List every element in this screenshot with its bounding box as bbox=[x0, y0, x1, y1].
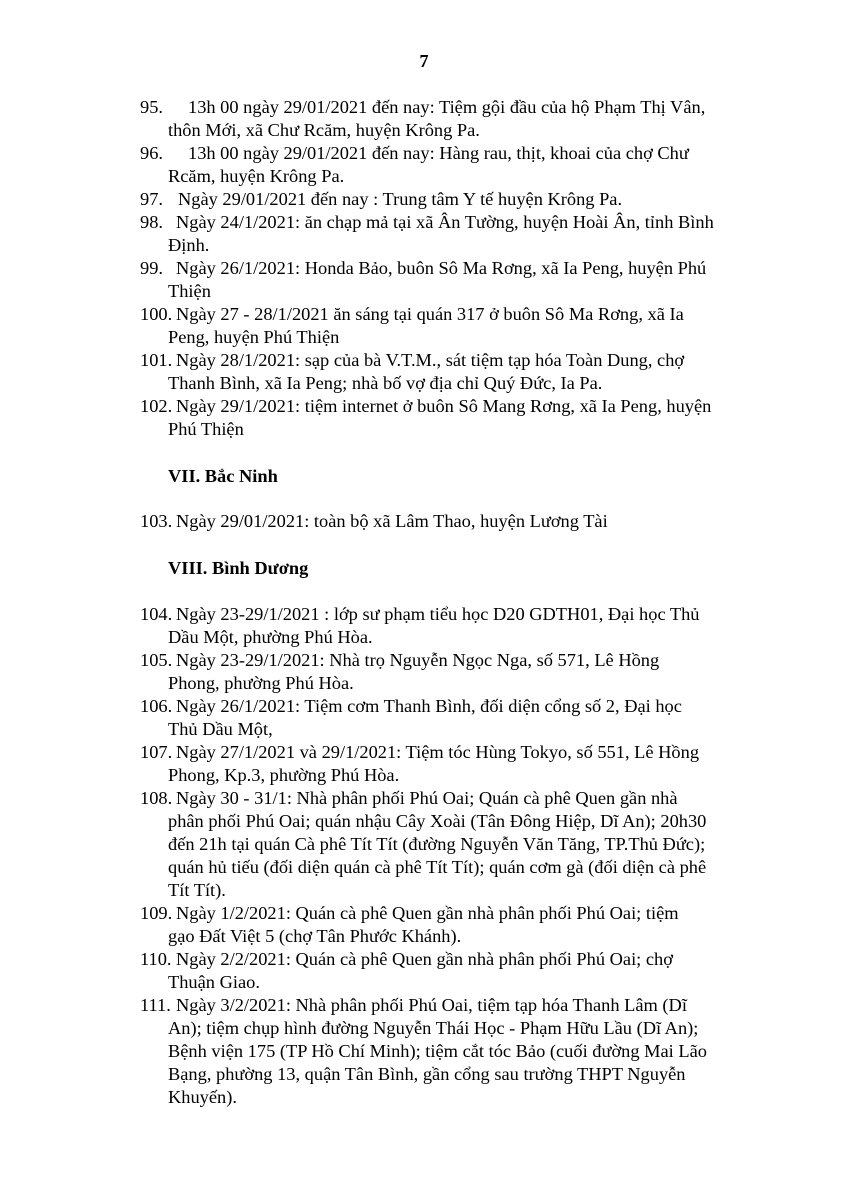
item-number: 95. bbox=[140, 97, 163, 117]
list-item-103 bbox=[140, 510, 780, 533]
item-line: đến 21h tại quán Cà phê Tít Tít (đường Nguyễn Văn Tăng, TP.Thủ Đức); bbox=[168, 834, 706, 854]
item-line: Ngày 26/1/2021: Honda Bảo, buôn Sô Ma Rơng, xã Ia Peng, huyện Phú bbox=[176, 258, 707, 278]
item-number: 105. bbox=[140, 650, 173, 670]
item-text bbox=[160, 303, 780, 349]
list-item-101 bbox=[140, 349, 780, 395]
item-line: Ngày 29/1/2021: tiệm internet ở buôn Sô Mang Rơng, xã Ia Peng, huyện bbox=[176, 396, 712, 416]
item-line: Ngày 27/1/2021 và 29/1/2021: Tiệm tóc Hùng Tokyo, số 551, Lê Hồng bbox=[176, 742, 700, 762]
item-line: Ngày 28/1/2021: sạp của bà V.T.M., sát tiệm tạp hóa Toàn Dung, chợ bbox=[176, 350, 685, 370]
list-item-107 bbox=[140, 741, 780, 787]
item-text bbox=[168, 902, 780, 948]
item-number: 111. bbox=[140, 995, 171, 1015]
list-section-binh-duong bbox=[140, 603, 780, 1109]
item-line: Thiện bbox=[168, 281, 211, 301]
item-line: Thủ Dầu Một, bbox=[168, 719, 273, 739]
item-line: Ngày 26/1/2021: Tiệm cơm Thanh Bình, đối diện cổng số 2, Đại học bbox=[176, 696, 682, 716]
item-line: gạo Đất Việt 5 (chợ Tân Phước Khánh). bbox=[168, 926, 462, 946]
list-item-96 bbox=[140, 142, 780, 188]
item-line: Phong, phường Phú Hòa. bbox=[168, 673, 354, 693]
item-line: Ngày 29/01/2021: toàn bộ xã Lâm Thao, huyện Lương Tài bbox=[176, 511, 608, 531]
item-text bbox=[160, 211, 780, 257]
item-text bbox=[148, 142, 780, 188]
list-item-97 bbox=[140, 188, 780, 211]
list-item-102 bbox=[140, 395, 780, 441]
item-line: Bệnh viện 175 (TP Hồ Chí Minh); tiệm cắt tóc Bảo (cuối đường Mai Lão bbox=[168, 1041, 707, 1061]
item-line: Rcăm, huyện Krông Pa. bbox=[168, 166, 345, 186]
item-text bbox=[158, 188, 780, 211]
item-number: 102. bbox=[140, 396, 173, 416]
item-text bbox=[168, 649, 780, 695]
page-number: 7 bbox=[419, 51, 429, 71]
list-item-95 bbox=[140, 96, 780, 142]
item-line: An); tiệm chụp hình đường Nguyễn Thái Học - Phạm Hữu Lầu (Dĩ An); bbox=[168, 1018, 699, 1038]
item-line: Ngày 23-29/1/2021 : lớp sư phạm tiểu học D20 GDTH01, Đại học Thủ bbox=[176, 604, 700, 624]
item-number: 100. bbox=[140, 304, 173, 324]
list-item-104 bbox=[140, 603, 780, 649]
list-item-110 bbox=[140, 948, 780, 994]
item-line: Ngày 3/2/2021: Nhà phân phối Phú Oai, tiệm tạp hóa Thanh Lâm (Dĩ bbox=[176, 995, 687, 1015]
item-line: Tít Tít). bbox=[168, 880, 226, 900]
item-line: Ngày 27 - 28/1/2021 ăn sáng tại quán 317 ở buôn Sô Ma Rơng, xã Ia bbox=[176, 304, 684, 324]
list-item-111 bbox=[140, 994, 780, 1109]
item-text bbox=[148, 96, 780, 142]
item-line: 13h 00 ngày 29/01/2021 đến nay: Tiệm gội đầu của hộ Phạm Thị Vân, bbox=[188, 97, 706, 117]
item-line: Phong, Kp.3, phường Phú Hòa. bbox=[168, 765, 400, 785]
item-line: Ngày 2/2/2021: Quán cà phê Quen gần nhà phân phối Phú Oai; chợ bbox=[176, 949, 673, 969]
item-text bbox=[168, 994, 780, 1109]
item-line: thôn Mới, xã Chư Rcăm, huyện Krông Pa. bbox=[168, 120, 480, 140]
item-line: quán hủ tiếu (đối diện quán cà phê Tít Tít); quán cơm gà (đối diện cà phê bbox=[168, 857, 707, 877]
item-number: 104. bbox=[140, 604, 173, 624]
item-line: Định. bbox=[168, 235, 210, 255]
item-line: Khuyến). bbox=[168, 1087, 237, 1107]
item-line: Thuận Giao. bbox=[168, 972, 260, 992]
item-number: 108. bbox=[140, 788, 173, 808]
item-number: 107. bbox=[140, 742, 173, 762]
list-item-109 bbox=[140, 902, 780, 948]
item-text bbox=[160, 257, 780, 303]
item-number: 109. bbox=[140, 903, 173, 923]
list-item-108 bbox=[140, 787, 780, 902]
item-line: Phú Thiện bbox=[168, 419, 244, 439]
section-heading-binh-duong: VIII. Bình Dương bbox=[168, 558, 309, 578]
item-text bbox=[168, 948, 780, 994]
item-number: 103. bbox=[140, 511, 173, 531]
item-line: Ngày 30 - 31/1: Nhà phân phối Phú Oai; Quán cà phê Quen gần nhà bbox=[176, 788, 678, 808]
item-text bbox=[160, 349, 780, 395]
list-item-99 bbox=[140, 257, 780, 303]
list-item-106 bbox=[140, 695, 780, 741]
item-text bbox=[160, 395, 780, 441]
item-line: Ngày 23-29/1/2021: Nhà trọ Nguyễn Ngọc Nga, số 571, Lê Hồng bbox=[176, 650, 660, 670]
section-heading-bac-ninh: VII. Bắc Ninh bbox=[168, 466, 278, 486]
item-number: 96. bbox=[140, 143, 163, 163]
item-text bbox=[168, 787, 780, 902]
item-line: Dầu Một, phường Phú Hòa. bbox=[168, 627, 373, 647]
item-line: Bạng, phường 13, quận Tân Bình, gần cổng sau trường THPT Nguyễn bbox=[168, 1064, 686, 1084]
item-number: 98. bbox=[140, 212, 163, 232]
item-line: 13h 00 ngày 29/01/2021 đến nay: Hàng rau, thịt, khoai của chợ Chư bbox=[188, 143, 689, 163]
item-line: Ngày 24/1/2021: ăn chạp mả tại xã Ân Tường, huyện Hoài Ân, tỉnh Bình bbox=[176, 212, 714, 232]
item-number: 110. bbox=[140, 949, 172, 969]
item-text bbox=[168, 603, 780, 649]
item-text bbox=[168, 741, 780, 787]
list-item-98 bbox=[140, 211, 780, 257]
list-item-105 bbox=[140, 649, 780, 695]
item-line: Ngày 1/2/2021: Quán cà phê Quen gần nhà phân phối Phú Oai; tiệm bbox=[176, 903, 679, 923]
list-item-100 bbox=[140, 303, 780, 349]
item-line: phân phối Phú Oai; quán nhậu Cây Xoài (Tân Đông Hiệp, Dĩ An); 20h30 bbox=[168, 811, 707, 831]
item-number: 97. bbox=[140, 189, 163, 209]
item-text bbox=[168, 510, 780, 533]
list-section-bac-ninh bbox=[140, 510, 780, 533]
item-text bbox=[168, 695, 780, 741]
item-line: Thanh Bình, xã Ia Peng; nhà bố vợ địa chỉ Quý Đức, Ia Pa. bbox=[168, 373, 603, 393]
item-line: Peng, huyện Phú Thiện bbox=[168, 327, 340, 347]
item-number: 106. bbox=[140, 696, 173, 716]
item-number: 101. bbox=[140, 350, 173, 370]
item-line: Ngày 29/01/2021 đến nay : Trung tâm Y tế huyện Krông Pa. bbox=[178, 189, 623, 209]
list-section-gia-lai bbox=[140, 96, 780, 441]
item-number: 99. bbox=[140, 258, 163, 278]
